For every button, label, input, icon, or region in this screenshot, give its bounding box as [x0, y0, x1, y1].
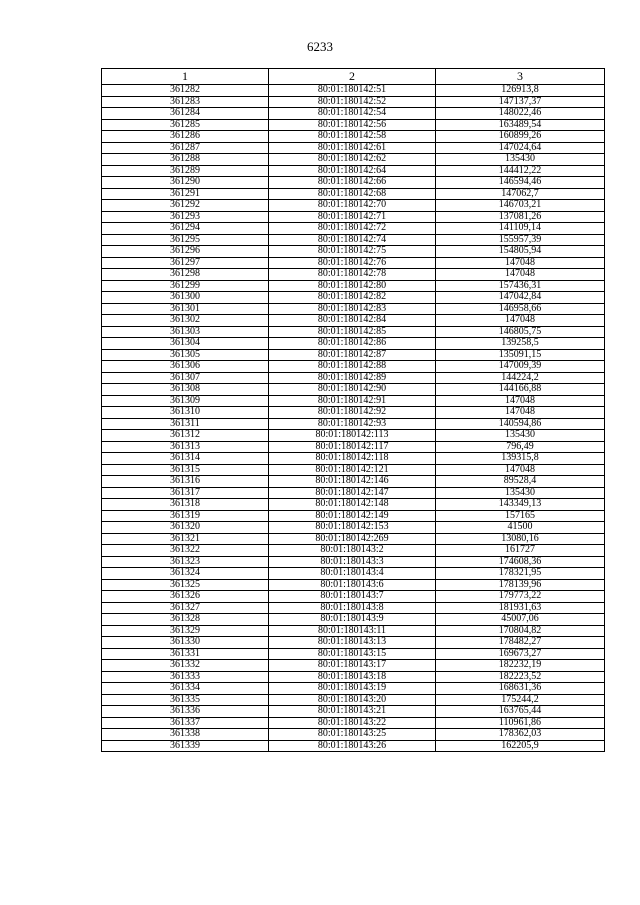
row-number-cell: 361316 — [102, 476, 269, 488]
row-number-cell: 361312 — [102, 430, 269, 442]
column-header-2: 2 — [269, 69, 436, 85]
value-cell: 163489,54 — [436, 119, 605, 131]
row-number-cell: 361295 — [102, 234, 269, 246]
cadastral-number-cell: 80:01:180142:83 — [269, 303, 436, 315]
column-header-3: 3 — [436, 69, 605, 85]
cadastral-number-cell: 80:01:180143:9 — [269, 614, 436, 626]
column-header-1: 1 — [102, 69, 269, 85]
value-cell: 137081,26 — [436, 211, 605, 223]
cadastral-number-cell: 80:01:180142:89 — [269, 372, 436, 384]
cadastral-number-cell: 80:01:180142:121 — [269, 464, 436, 476]
cadastral-number-cell: 80:01:180142:76 — [269, 257, 436, 269]
value-cell: 182232,19 — [436, 660, 605, 672]
value-cell: 126913,8 — [436, 85, 605, 97]
value-cell: 178139,96 — [436, 579, 605, 591]
value-cell: 144412,22 — [436, 165, 605, 177]
value-cell: 154805,94 — [436, 246, 605, 258]
table-row — [102, 384, 605, 396]
table-row — [102, 315, 605, 327]
row-number-cell: 361337 — [102, 717, 269, 729]
value-cell: 147048 — [436, 257, 605, 269]
table-row — [102, 326, 605, 338]
table-row — [102, 177, 605, 189]
table-row — [102, 510, 605, 522]
row-number-cell: 361322 — [102, 545, 269, 557]
cadastral-number-cell: 80:01:180142:62 — [269, 154, 436, 166]
table-row — [102, 545, 605, 557]
row-number-cell: 361283 — [102, 96, 269, 108]
row-number-cell: 361304 — [102, 338, 269, 350]
table-body — [102, 85, 605, 752]
cadastral-number-cell: 80:01:180142:72 — [269, 223, 436, 235]
row-number-cell: 361307 — [102, 372, 269, 384]
cadastral-number-cell: 80:01:180142:86 — [269, 338, 436, 350]
row-number-cell: 361294 — [102, 223, 269, 235]
value-cell: 89528,4 — [436, 476, 605, 488]
table-row — [102, 556, 605, 568]
value-cell: 144166,88 — [436, 384, 605, 396]
row-number-cell: 361287 — [102, 142, 269, 154]
cadastral-number-cell: 80:01:180142:147 — [269, 487, 436, 499]
row-number-cell: 361325 — [102, 579, 269, 591]
cadastral-number-cell: 80:01:180143:11 — [269, 625, 436, 637]
value-cell: 147048 — [436, 315, 605, 327]
table-row — [102, 430, 605, 442]
table-row — [102, 85, 605, 97]
cadastral-number-cell: 80:01:180142:88 — [269, 361, 436, 373]
row-number-cell: 361324 — [102, 568, 269, 580]
cadastral-number-cell: 80:01:180142:149 — [269, 510, 436, 522]
table-row — [102, 694, 605, 706]
row-number-cell: 361299 — [102, 280, 269, 292]
table-row — [102, 740, 605, 752]
row-number-cell: 361334 — [102, 683, 269, 695]
cadastral-number-cell: 80:01:180142:92 — [269, 407, 436, 419]
row-number-cell: 361289 — [102, 165, 269, 177]
table-row — [102, 188, 605, 200]
table-row — [102, 522, 605, 534]
value-cell: 178362,03 — [436, 729, 605, 741]
table-row — [102, 108, 605, 120]
value-cell: 147042,84 — [436, 292, 605, 304]
table-row — [102, 349, 605, 361]
table-row — [102, 660, 605, 672]
table-row — [102, 717, 605, 729]
table-row — [102, 453, 605, 465]
table-row — [102, 602, 605, 614]
row-number-cell: 361297 — [102, 257, 269, 269]
cadastral-number-cell: 80:01:180142:74 — [269, 234, 436, 246]
cadastral-number-cell: 80:01:180143:2 — [269, 545, 436, 557]
table-row — [102, 246, 605, 258]
table-row — [102, 234, 605, 246]
row-number-cell: 361311 — [102, 418, 269, 430]
row-number-cell: 361331 — [102, 648, 269, 660]
table-row — [102, 625, 605, 637]
value-cell: 168631,36 — [436, 683, 605, 695]
value-cell: 170804,82 — [436, 625, 605, 637]
cadastral-number-cell: 80:01:180142:70 — [269, 200, 436, 212]
value-cell: 147024,64 — [436, 142, 605, 154]
table-row — [102, 441, 605, 453]
cadastral-number-cell: 80:01:180143:6 — [269, 579, 436, 591]
cadastral-number-cell: 80:01:180143:3 — [269, 556, 436, 568]
value-cell: 147137,37 — [436, 96, 605, 108]
value-cell: 13080,16 — [436, 533, 605, 545]
table-row — [102, 119, 605, 131]
row-number-cell: 361282 — [102, 85, 269, 97]
table-row — [102, 579, 605, 591]
row-number-cell: 361305 — [102, 349, 269, 361]
table-row — [102, 361, 605, 373]
table-row — [102, 200, 605, 212]
cadastral-number-cell: 80:01:180143:17 — [269, 660, 436, 672]
cadastral-number-cell: 80:01:180142:87 — [269, 349, 436, 361]
value-cell: 174608,36 — [436, 556, 605, 568]
value-cell: 148022,46 — [436, 108, 605, 120]
table-row — [102, 165, 605, 177]
row-number-cell: 361335 — [102, 694, 269, 706]
cadastral-number-cell: 80:01:180142:52 — [269, 96, 436, 108]
cadastral-number-cell: 80:01:180142:84 — [269, 315, 436, 327]
value-cell: 179773,22 — [436, 591, 605, 603]
value-cell: 169673,27 — [436, 648, 605, 660]
value-cell: 146594,46 — [436, 177, 605, 189]
table-row — [102, 211, 605, 223]
value-cell: 157436,31 — [436, 280, 605, 292]
cadastral-number-cell: 80:01:180143:13 — [269, 637, 436, 649]
value-cell: 135430 — [436, 430, 605, 442]
table-row — [102, 338, 605, 350]
cadastral-number-cell: 80:01:180142:148 — [269, 499, 436, 511]
cadastral-number-cell: 80:01:180143:4 — [269, 568, 436, 580]
row-number-cell: 361303 — [102, 326, 269, 338]
table-row — [102, 142, 605, 154]
value-cell: 796,49 — [436, 441, 605, 453]
table-row — [102, 591, 605, 603]
cadastral-number-cell: 80:01:180143:22 — [269, 717, 436, 729]
value-cell: 146703,21 — [436, 200, 605, 212]
cadastral-number-cell: 80:01:180142:93 — [269, 418, 436, 430]
table-row — [102, 464, 605, 476]
cadastral-number-cell: 80:01:180142:56 — [269, 119, 436, 131]
value-cell: 147048 — [436, 464, 605, 476]
table-row — [102, 671, 605, 683]
row-number-cell: 361329 — [102, 625, 269, 637]
value-cell: 45007,06 — [436, 614, 605, 626]
value-cell: 162205,9 — [436, 740, 605, 752]
table-row — [102, 568, 605, 580]
table-row — [102, 395, 605, 407]
cadastral-number-cell: 80:01:180143:21 — [269, 706, 436, 718]
row-number-cell: 361323 — [102, 556, 269, 568]
cadastral-number-cell: 80:01:180142:51 — [269, 85, 436, 97]
value-cell: 181931,63 — [436, 602, 605, 614]
table-row — [102, 96, 605, 108]
value-cell: 163765,44 — [436, 706, 605, 718]
row-number-cell: 361300 — [102, 292, 269, 304]
table-row — [102, 154, 605, 166]
row-number-cell: 361327 — [102, 602, 269, 614]
value-cell: 141109,14 — [436, 223, 605, 235]
value-cell: 135430 — [436, 487, 605, 499]
table-row — [102, 418, 605, 430]
cadastral-number-cell: 80:01:180142:118 — [269, 453, 436, 465]
value-cell: 146958,66 — [436, 303, 605, 315]
value-cell: 41500 — [436, 522, 605, 534]
value-cell: 135430 — [436, 154, 605, 166]
row-number-cell: 361291 — [102, 188, 269, 200]
cadastral-number-cell: 80:01:180142:66 — [269, 177, 436, 189]
row-number-cell: 361288 — [102, 154, 269, 166]
value-cell: 139315,8 — [436, 453, 605, 465]
row-number-cell: 361318 — [102, 499, 269, 511]
table-row — [102, 303, 605, 315]
row-number-cell: 361310 — [102, 407, 269, 419]
row-number-cell: 361298 — [102, 269, 269, 281]
cadastral-number-cell: 80:01:180142:113 — [269, 430, 436, 442]
row-number-cell: 361314 — [102, 453, 269, 465]
cadastral-number-cell: 80:01:180142:117 — [269, 441, 436, 453]
table-row — [102, 499, 605, 511]
row-number-cell: 361309 — [102, 395, 269, 407]
row-number-cell: 361317 — [102, 487, 269, 499]
row-number-cell: 361306 — [102, 361, 269, 373]
row-number-cell: 361302 — [102, 315, 269, 327]
row-number-cell: 361330 — [102, 637, 269, 649]
row-number-cell: 361301 — [102, 303, 269, 315]
data-table — [101, 68, 605, 752]
table-row — [102, 257, 605, 269]
cadastral-number-cell: 80:01:180143:20 — [269, 694, 436, 706]
value-cell: 175244,2 — [436, 694, 605, 706]
row-number-cell: 361290 — [102, 177, 269, 189]
value-cell: 140594,86 — [436, 418, 605, 430]
table-row — [102, 706, 605, 718]
table-row — [102, 533, 605, 545]
cadastral-number-cell: 80:01:180142:82 — [269, 292, 436, 304]
cadastral-number-cell: 80:01:180142:64 — [269, 165, 436, 177]
table-row — [102, 280, 605, 292]
row-number-cell: 361284 — [102, 108, 269, 120]
cadastral-number-cell: 80:01:180142:146 — [269, 476, 436, 488]
row-number-cell: 361296 — [102, 246, 269, 258]
value-cell: 135091,15 — [436, 349, 605, 361]
cadastral-number-cell: 80:01:180142:54 — [269, 108, 436, 120]
value-cell: 161727 — [436, 545, 605, 557]
row-number-cell: 361321 — [102, 533, 269, 545]
row-number-cell: 361338 — [102, 729, 269, 741]
cadastral-number-cell: 80:01:180142:78 — [269, 269, 436, 281]
value-cell: 144224,2 — [436, 372, 605, 384]
table-row — [102, 637, 605, 649]
table-row — [102, 683, 605, 695]
cadastral-number-cell: 80:01:180143:18 — [269, 671, 436, 683]
table-row — [102, 729, 605, 741]
row-number-cell: 361328 — [102, 614, 269, 626]
value-cell: 155957,39 — [436, 234, 605, 246]
cadastral-number-cell: 80:01:180142:68 — [269, 188, 436, 200]
row-number-cell: 361293 — [102, 211, 269, 223]
cadastral-number-cell: 80:01:180142:90 — [269, 384, 436, 396]
cadastral-number-cell: 80:01:180142:71 — [269, 211, 436, 223]
cadastral-number-cell: 80:01:180143:7 — [269, 591, 436, 603]
cadastral-number-cell: 80:01:180143:8 — [269, 602, 436, 614]
value-cell: 160899,26 — [436, 131, 605, 143]
value-cell: 178321,95 — [436, 568, 605, 580]
value-cell: 147009,39 — [436, 361, 605, 373]
cadastral-number-cell: 80:01:180142:61 — [269, 142, 436, 154]
row-number-cell: 361292 — [102, 200, 269, 212]
cadastral-number-cell: 80:01:180143:15 — [269, 648, 436, 660]
value-cell: 157165 — [436, 510, 605, 522]
value-cell: 147048 — [436, 395, 605, 407]
cadastral-number-cell: 80:01:180142:153 — [269, 522, 436, 534]
row-number-cell: 361320 — [102, 522, 269, 534]
cadastral-number-cell: 80:01:180143:25 — [269, 729, 436, 741]
cadastral-number-cell: 80:01:180142:58 — [269, 131, 436, 143]
row-number-cell: 361332 — [102, 660, 269, 672]
cadastral-number-cell: 80:01:180143:19 — [269, 683, 436, 695]
value-cell: 182223,52 — [436, 671, 605, 683]
row-number-cell: 361326 — [102, 591, 269, 603]
table-row — [102, 614, 605, 626]
row-number-cell: 361286 — [102, 131, 269, 143]
value-cell: 147062,7 — [436, 188, 605, 200]
row-number-cell: 361339 — [102, 740, 269, 752]
cadastral-number-cell: 80:01:180142:91 — [269, 395, 436, 407]
row-number-cell: 361313 — [102, 441, 269, 453]
value-cell: 110961,86 — [436, 717, 605, 729]
table-row — [102, 223, 605, 235]
row-number-cell: 361333 — [102, 671, 269, 683]
row-number-cell: 361336 — [102, 706, 269, 718]
table-row — [102, 648, 605, 660]
table-row — [102, 407, 605, 419]
table-row — [102, 131, 605, 143]
cadastral-number-cell: 80:01:180142:85 — [269, 326, 436, 338]
row-number-cell: 361285 — [102, 119, 269, 131]
value-cell: 143349,13 — [436, 499, 605, 511]
value-cell: 147048 — [436, 269, 605, 281]
table-row — [102, 487, 605, 499]
table-row — [102, 269, 605, 281]
cadastral-number-cell: 80:01:180142:75 — [269, 246, 436, 258]
row-number-cell: 361315 — [102, 464, 269, 476]
table-row — [102, 476, 605, 488]
value-cell: 139258,5 — [436, 338, 605, 350]
table-row — [102, 372, 605, 384]
cadastral-number-cell: 80:01:180143:26 — [269, 740, 436, 752]
header-row — [102, 69, 605, 85]
value-cell: 147048 — [436, 407, 605, 419]
row-number-cell: 361319 — [102, 510, 269, 522]
row-number-cell: 361308 — [102, 384, 269, 396]
cadastral-number-cell: 80:01:180142:80 — [269, 280, 436, 292]
table-row — [102, 292, 605, 304]
page-number: 6233 — [307, 39, 333, 54]
value-cell: 178482,27 — [436, 637, 605, 649]
value-cell: 146805,75 — [436, 326, 605, 338]
cadastral-number-cell: 80:01:180142:269 — [269, 533, 436, 545]
